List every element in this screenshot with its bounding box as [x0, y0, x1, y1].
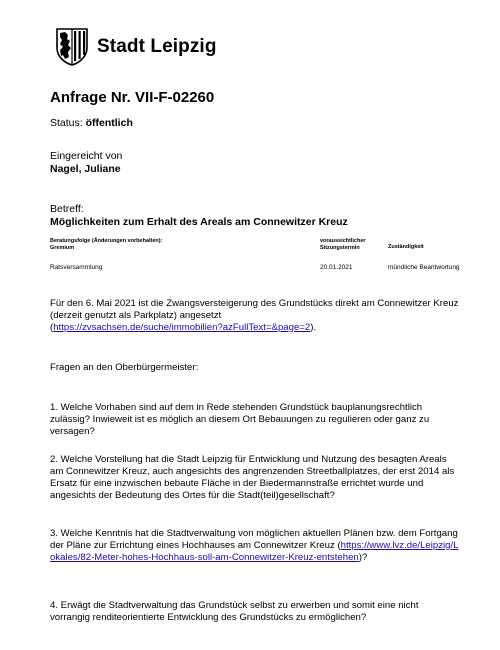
question-2: 2. Welche Vorstellung hat die Stadt Leipzig für Entwicklung und Nutzung des besagten Areals am Connewitzer Kreuz, auch angesichts des angrenzenden Streetballplatzes, der erst 2014 als Ersatz für eine inzwischen bebaute Fläche in der Biedermannstraße errichtet wurde und angesichts der Bedeutung des Ortes für die Stadt(teil)gesellschaft? [50, 454, 455, 501]
leipzig-coat-of-arms-icon [56, 28, 88, 66]
subject-label: Betreff: [50, 203, 84, 215]
question-1: 1. Welche Vorhaben sind auf dem in Rede stehenden Grundstück bauplanungsrechtlich zulässig? Inwieweit ist es möglich an diesem Ort Bebauungen zu regulieren oder ganz zu versagen? [50, 402, 430, 437]
document-title: Anfrage Nr. VII-F-02260 [50, 89, 215, 106]
question-3: 3. Welche Kenntnis hat die Stadtverwaltung von möglichen aktuellen Plänen bzw. dem Fortgang der Pläne zur Errichtung eines Hochhauses am Connewitzer Kreuz (https://www.lvz.de/Leipzig/Lokales/82-Meter-hohes-Hochhaus-soll-am-Connewitzer-Kreuz-entstehen)? [50, 528, 459, 563]
table-cell-gremium: Ratsversammlung [50, 264, 103, 271]
table-header-termin: voraussichtlicher Sitzungstermin [320, 238, 366, 251]
question-4: 4. Erwägt die Stadtverwaltung das Grundstück selbst zu erwerben und somit eine nicht vorrangig renditeorientierte Entwicklung des Grundstücks zu ermöglichen? [50, 600, 419, 623]
submitted-by-name: Nagel, Juliane [50, 163, 121, 175]
status-value: öffentlich [85, 117, 133, 129]
city-logo [56, 28, 217, 66]
newspaper-link[interactable]: https://www.lvz.de/Leipzig/Lokales/82-Meter-hohes-Hochhaus-soll-am-Connewitzer-Kreuz-entstehen [50, 540, 459, 563]
table-header-zustaendigkeit: Zuständigkeit [388, 244, 424, 250]
intro-paragraph: Für den 6. Mai 2021 ist die Zwangsversteigerung des Grundstücks direkt am Connewitzer Kreuz (derzeit genutzt als Parkplatz) angesetzt (https://zvsachsen.de/suche/immobilien?azFullText=&page=2). [50, 298, 459, 333]
status-line [50, 117, 133, 129]
table-cell-zustaendigkeit: mündliche Beantwortung [388, 264, 460, 271]
subject-text: Möglichkeiten zum Erhalt des Areals am Connewitzer Kreuz [50, 216, 348, 228]
logo-text: Stadt Leipzig [97, 36, 217, 57]
table-cell-termin: 20.01.2021 [320, 264, 353, 271]
table-header-gremium: Beratungsfolge (Änderungen vorbehalten): Gremium [50, 238, 163, 251]
questions-heading: Fragen an den Oberbürgermeister: [50, 362, 199, 373]
submitted-by-label: Eingereicht von [50, 150, 123, 162]
auction-link[interactable]: https://zvsachsen.de/suche/immobilien?azFullText=&page=2 [53, 322, 311, 333]
status-label: Status: [50, 117, 86, 129]
